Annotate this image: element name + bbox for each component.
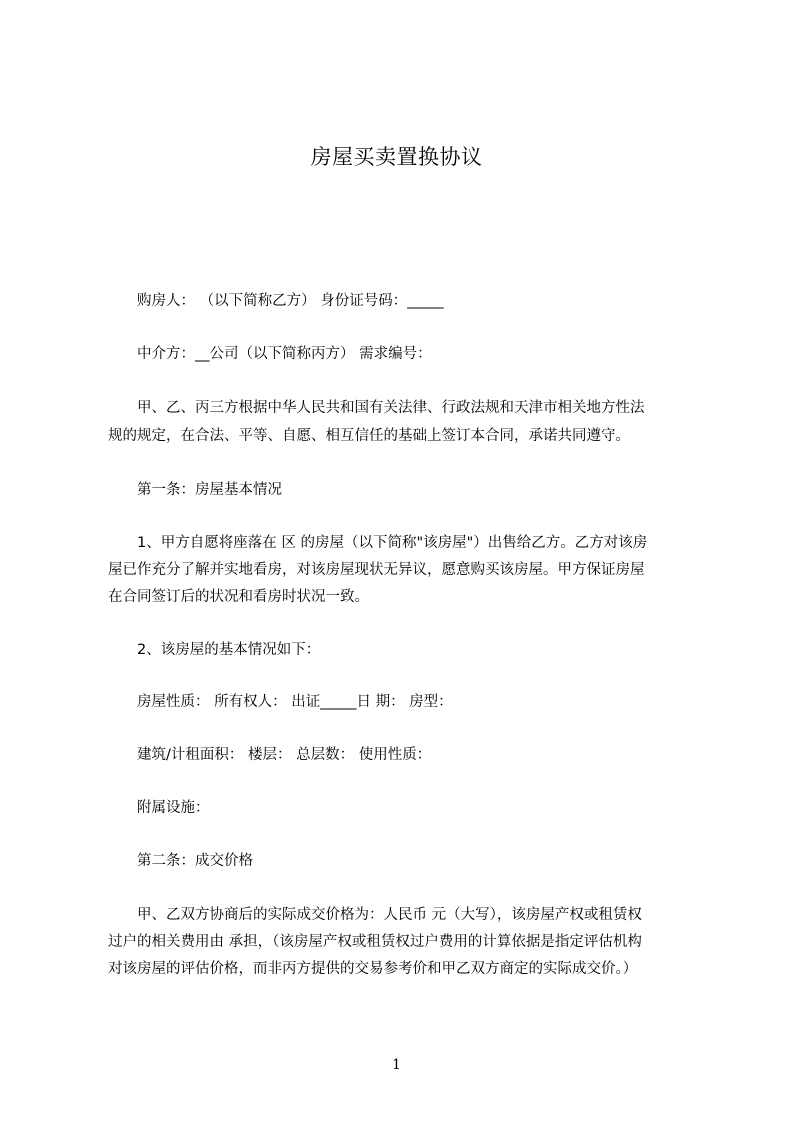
clause1-line-3: 在合同签订后的状况和看房时状况一致。	[108, 589, 369, 605]
price-line-1: 甲、乙双方协商后的实际成交价格为：人民币 元（大写），该房屋产权或租赁权	[137, 907, 642, 923]
article2-heading: 第二条：成交价格	[137, 853, 253, 869]
preamble-line-2: 规的规定，在合法、平等、自愿、相互信任的基础上签订本合同，承诺共同遵守。	[108, 428, 630, 444]
price-line-2: 过户的相关费用由 承担，（该房屋产权或租赁权过户费用的计算依据是指定评估机构	[108, 934, 642, 950]
clause1-line-1: 1、甲方自愿将座落在 区 的房屋（以下简称"该房屋"）出售给乙方。乙方对该房	[137, 535, 648, 551]
price-line-3: 对该房屋的评估价格，而非丙方提供的交易参考价和甲乙双方商定的实际成交价。）	[108, 961, 638, 977]
clause2-line: 2、该房屋的基本情况如下：	[137, 642, 321, 658]
property-info-line: 房屋性质： 所有权人： 出证_____日 期： 房型：	[137, 694, 453, 710]
preamble-line-1: 甲、乙、丙三方根据中华人民共和国有关法律、行政法规和天津市相关地方性法	[137, 400, 645, 416]
agent-line: 中介方：__公司（以下简称丙方） 需求编号：	[137, 346, 432, 362]
page-number: 1	[392, 1057, 401, 1073]
area-info-line: 建筑/计租面积： 楼层： 总层数： 使用性质：	[137, 747, 432, 763]
document-title: 房屋买卖置换协议	[310, 145, 483, 169]
clause1-line-2: 屋已作充分了解并实地看房，对该房屋现状无异议，愿意购买该房屋。甲方保证房屋	[108, 562, 645, 578]
article1-heading: 第一条：房屋基本情况	[137, 482, 282, 498]
buyer-line: 购房人： （以下简称乙方） 身份证号码：_____	[137, 293, 444, 309]
facilities-line: 附属设施：	[137, 800, 210, 816]
